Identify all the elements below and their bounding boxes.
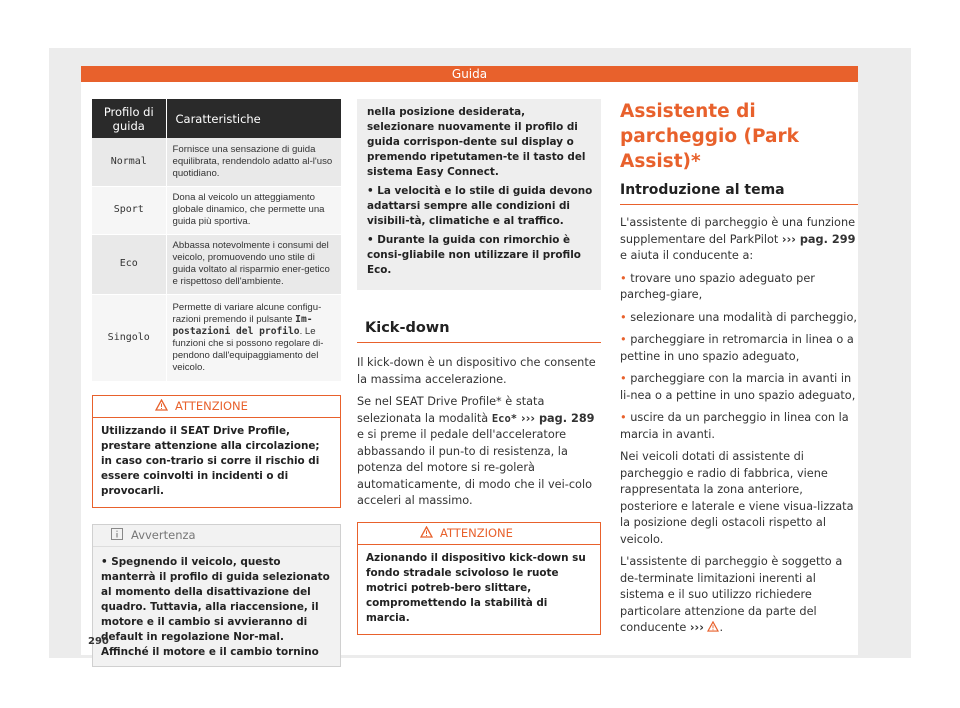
list-item-text: selezionare una modalità di parcheggio, [630,310,857,324]
section-header: Guida [81,66,858,82]
warning-label: ATTENZIONE [175,399,248,413]
park-paragraph: Nei veicoli dotati di assistente di parcheggio e radio di fabbrica, viene rappresentata la zona anteriore, posteriore e laterale e viene visua-lizzata la posizione degli ostacoli rispetto al veicolo. [620,450,854,546]
list-item-text: parcheggiare in retromarcia in linea o a pettine in uno spazio adeguato, [620,333,854,363]
profile-description: Dona al veicolo un atteggiamento globale dinamico, che permette una guida più sportiva. [166,186,341,234]
page-number: 290 [88,636,109,647]
park-paragraph [620,215,858,265]
warning-triangle-icon [155,399,168,414]
column-right [620,99,858,643]
list-item-text: trovare uno spazio adeguato per parcheg-giare, [620,271,815,301]
paragraph-text: e aiuta il conducente a: [620,249,754,262]
table-row [92,294,341,381]
description-text: . Le funzioni che si possono regolare di-pendono dall'equipaggiamento del veicolo. [172,325,324,373]
profile-description [166,294,341,381]
mode-name: Eco* [491,412,518,425]
paragraph-text: L'assistente di parcheggio è soggetto a de-terminate limitazioni inerenti al sistema e il suo utilizzo richiedere particolare attenzione da parte del conducente [620,555,843,634]
paragraph-text: Se nel SEAT Drive Profile* è stata selezionata la modalità [357,395,545,425]
page-reference-link[interactable]: ››› pag. 289 [517,411,595,425]
park-assist-subtitle: Introduzione al tema [620,182,858,205]
column-left [92,99,341,667]
button-reference: Im-postazioni del profilo [172,313,313,337]
drive-profile-table [92,99,341,382]
warning-triangle-icon [707,621,719,634]
profile-name: Normal [92,138,166,186]
column-middle [357,99,601,635]
warning-text: Utilizzando il SEAT Drive Profile, prestare attenzione alla circolazione; in caso con-trario si corre il rischio di essere coinvolti in incidenti o di provocarli. [101,424,320,497]
warning-text: Azionando il dispositivo kick-down su fondo stradale scivoloso le ruote motrici potreb-bero slittare, compromettendo la stabilità di marcia. [366,551,586,624]
warning-box [92,395,341,508]
description-text: Permette di variare alcune configu-razioni premendo il pulsante [172,301,322,325]
list-item [620,371,858,404]
list-item [620,410,858,443]
park-assist-body [620,215,858,637]
note-text: • Spegnendo il veicolo, questo manterrà il profilo di guida selezionato al momento della disattivazione del quadro. Tuttavia, alla riaccensione, il motore e il cambio si avvieranno di default in regolazione Nor-mal. Affinché il motore e il cambio tornino [101,555,330,658]
note-label: Avvertenza [131,528,196,542]
profile-name: Eco [92,234,166,294]
info-icon [111,528,123,543]
table-row [92,234,341,294]
bullet-icon: • [620,372,631,385]
warning-header [358,523,600,545]
profile-description: Fornisce una sensazione di guida equilibrata, rendendolo adatto al-l'uso quotidiano. [166,138,341,186]
table-header-features: Caratteristiche [175,111,261,126]
park-paragraph [620,554,858,637]
kickdown-paragraph: Il kick-down è un dispositivo che consente la massima accelerazione. [357,356,596,386]
profile-description: Abbassa notevolmente i consumi del veicolo, promuovendo uno stile di guida voltato al risparmio ener-getico e rispettoso dell'ambiente. [166,234,341,294]
paragraph-text: L'assistente di parcheggio è una funzione supplementare del ParkPilot [620,216,856,246]
table-header-profile: Profilo di guida [92,99,166,138]
note-header [93,525,340,547]
list-item [620,310,858,327]
note-paragraph: nella posizione desiderata, selezionare nuovamente il profilo di guida corrispon-dente sul display o premendo ripetutamen-te il tasto del sistema Easy Connect. [367,106,586,178]
bullet-icon: • [620,333,631,346]
bullet-icon: • [620,411,631,424]
table-row [92,138,341,186]
warning-header [93,396,340,418]
page-reference-link[interactable]: ››› [689,621,704,634]
warning-triangle-icon [420,526,433,541]
warning-box [357,522,601,635]
note-box [92,524,341,667]
profile-name: Singolo [92,294,166,381]
list-item-text: uscire da un parcheggio in linea con la marcia in avanti. [620,411,849,441]
kickdown-paragraph [357,394,601,510]
paragraph-text: e si preme il pedale dell'acceleratore abbassando il pun-to di resistenza, la potenza del motore si re-golerà automaticamente, di modo che il vei-colo acceleri al massimo. [357,428,593,507]
bullet-icon: • [620,310,631,324]
list-item [620,271,858,304]
page-reference-link[interactable]: ››› pag. 299 [781,232,856,246]
list-item [620,332,858,365]
kickdown-title: Kick-down [357,320,601,343]
note-continuation [357,99,601,290]
kickdown-body [357,355,601,510]
bullet-icon: • [620,271,631,285]
note-paragraph: • La velocità e lo stile di guida devono adattarsi sempre alle condizioni di visibili-tà, climatiche e al traffico. [367,185,593,227]
park-assist-title: Assistente di parcheggio (Park Assist)* [620,101,799,172]
list-item-text: parcheggiare con la marcia in avanti in li-nea o a pettine in uno spazio adeguato, [620,372,856,402]
profile-name: Sport [92,186,166,234]
paragraph-text: . [719,621,724,634]
warning-label: ATTENZIONE [440,526,513,540]
note-paragraph: • Durante la guida con rimorchio è consi-gliabile non utilizzare il profilo Eco. [367,234,581,276]
table-row [92,186,341,234]
